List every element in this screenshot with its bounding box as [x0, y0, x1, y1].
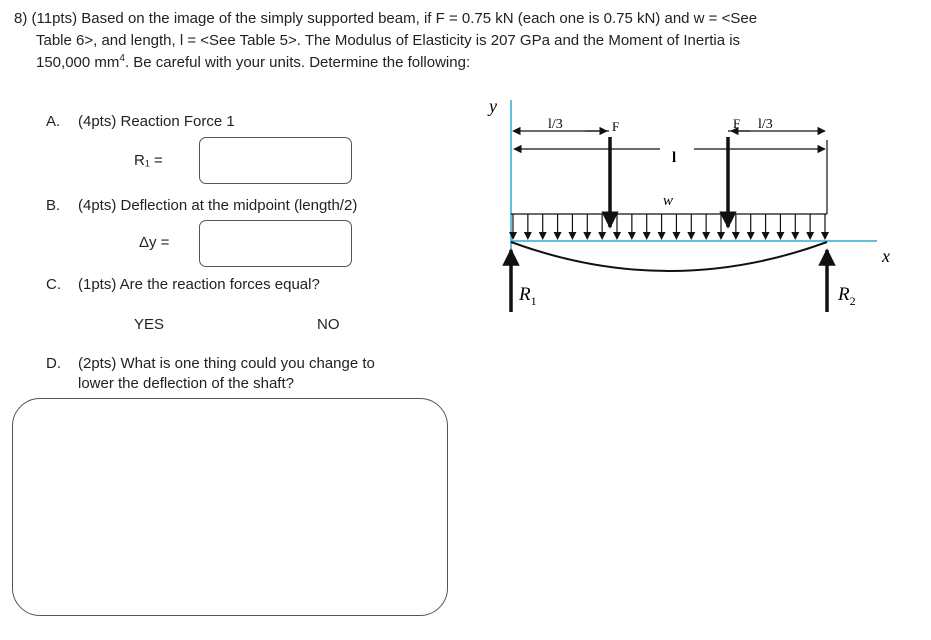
option-yes[interactable]: YES	[134, 316, 165, 333]
part-c-letter: C.	[46, 276, 61, 293]
load-arrowhead	[732, 232, 740, 240]
distributed-load-arrows	[509, 214, 829, 240]
question-line-2: Table 6>, and length, l = <See Table 5>. The Modulus of Elasticity is 207 GPa and the Moment of Inertia is	[36, 32, 741, 49]
question-line-3	[14, 52, 914, 74]
part-b	[46, 196, 357, 216]
question-line-3-end: . Be careful with your units. Determine the following:	[124, 54, 471, 71]
part-d-letter: D.	[46, 355, 61, 372]
reaction-right-symbol: R	[838, 284, 850, 305]
reaction-right-label	[837, 284, 856, 308]
reaction-left-subscript: 1	[530, 294, 537, 308]
part-c-text: (1pts) Are the reaction forces equal?	[78, 276, 320, 293]
part-d-line-1: (2pts) What is one thing could you change to	[78, 355, 375, 372]
dim-left-label: l/3	[548, 117, 563, 132]
load-arrowhead	[509, 232, 517, 240]
part-a-letter: A.	[46, 113, 61, 130]
load-arrowhead	[524, 232, 532, 240]
deflected-beam-curve	[511, 242, 827, 271]
force-left-label: F	[612, 119, 620, 134]
load-arrowhead	[747, 232, 755, 240]
load-arrowhead	[672, 232, 680, 240]
load-arrowhead	[598, 232, 606, 240]
deflection-label: Δy =	[139, 234, 170, 251]
question-text	[14, 8, 914, 74]
dim-right-label: l/3	[758, 117, 773, 132]
load-arrowhead	[717, 232, 725, 240]
x-axis-label: x	[882, 246, 890, 266]
r1-answer-box[interactable]	[199, 137, 352, 184]
load-arrowhead	[539, 232, 547, 240]
load-arrowhead	[613, 232, 621, 240]
load-arrowhead	[643, 232, 651, 240]
load-arrowhead	[821, 232, 829, 240]
part-b-text: (4pts) Deflection at the midpoint (length/2)	[78, 197, 358, 214]
deflection-answer-box[interactable]	[199, 220, 352, 267]
load-arrowhead	[687, 232, 695, 240]
y-axis-label: y	[489, 96, 497, 116]
option-no[interactable]: NO	[317, 316, 340, 333]
part-d	[46, 354, 375, 394]
load-arrowhead	[806, 232, 814, 240]
load-arrowhead	[568, 232, 576, 240]
beam-diagram	[480, 92, 920, 332]
part-d-line-2: lower the deflection of the shaft?	[78, 375, 294, 392]
question-line-3-text: 150,000 mm	[36, 54, 120, 71]
reaction-left-label	[518, 284, 537, 308]
question-line-1: 8) (11pts) Based on the image of the simply supported beam, if F = 0.75 kN (each one is 0.75 kN) and w = <See	[14, 10, 758, 27]
reaction-right-subscript: 2	[849, 294, 856, 308]
load-arrowhead	[658, 232, 666, 240]
reaction-left-symbol: R	[519, 284, 531, 305]
r1-label: R₁ =	[134, 152, 163, 169]
dim-total-label: l	[672, 150, 677, 166]
force-right-label: F	[733, 116, 741, 131]
part-d-answer-box[interactable]	[12, 398, 448, 616]
load-arrowhead	[762, 232, 770, 240]
part-b-letter: B.	[46, 197, 61, 214]
load-arrowhead	[554, 232, 562, 240]
superscript-4: 4	[119, 53, 125, 64]
load-arrowhead	[628, 232, 636, 240]
part-a	[46, 112, 235, 132]
load-arrowhead	[776, 232, 784, 240]
part-c	[46, 275, 320, 295]
part-a-text: (4pts) Reaction Force 1	[78, 113, 235, 130]
load-arrowhead	[702, 232, 710, 240]
load-arrowhead	[583, 232, 591, 240]
load-label: w	[663, 193, 674, 209]
load-arrowhead	[791, 232, 799, 240]
